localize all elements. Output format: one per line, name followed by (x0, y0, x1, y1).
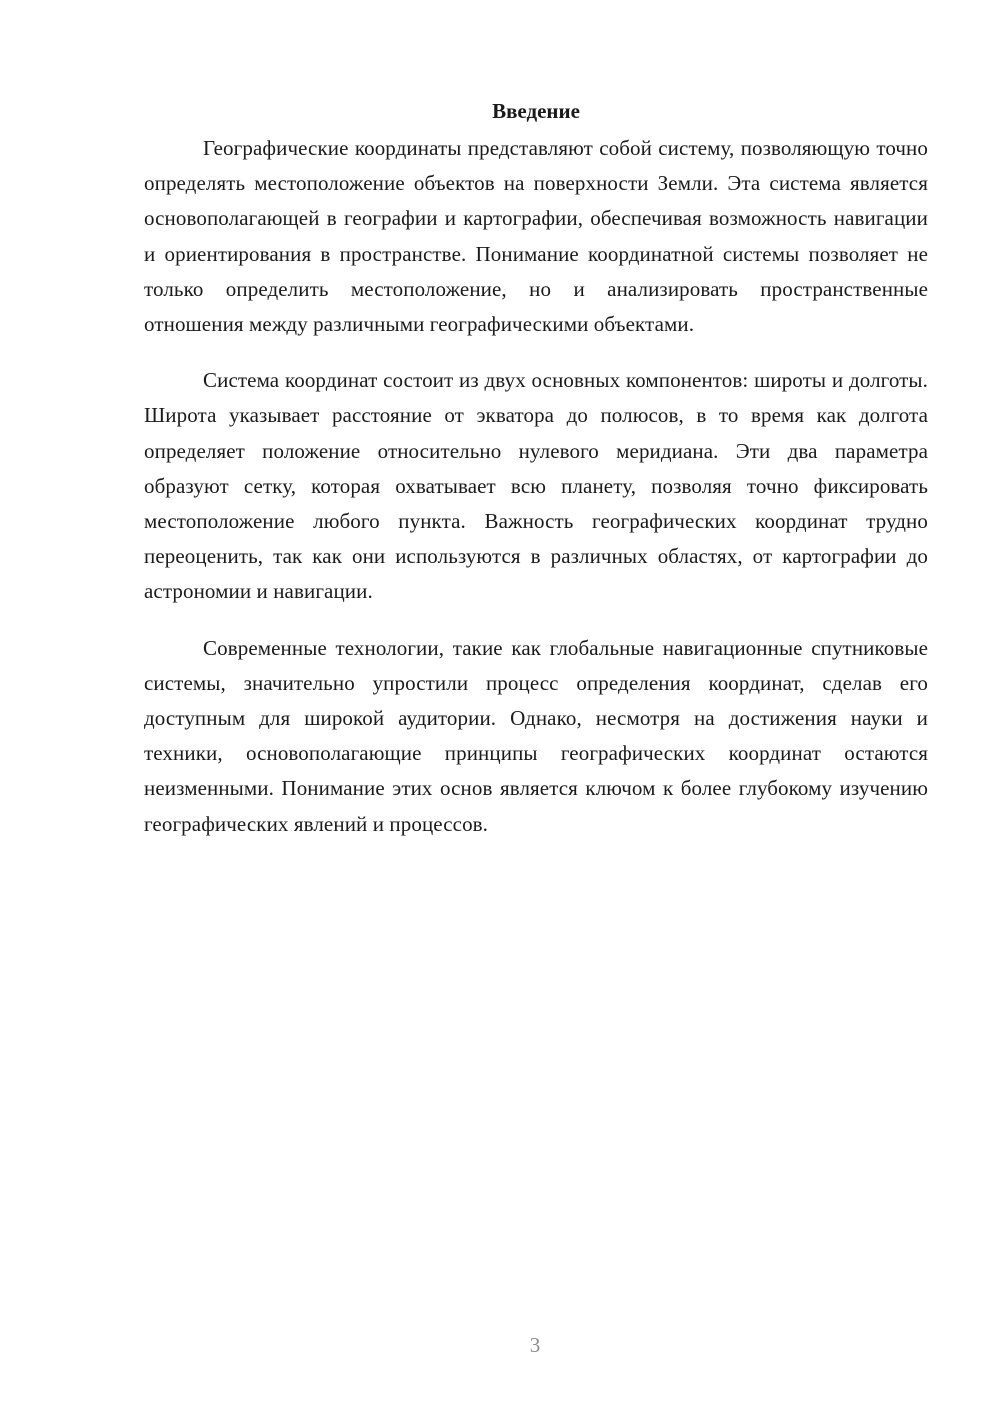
paragraph-3: Современные технологии, такие как глобальные навигационные спутниковые системы, значительно упростили процесс определения координат, сделав его доступным для широкой аудитории. Однако, несмотря на достижения науки и техники, основополагающие принципы географических координат остаются неизменными. Понимание этих основ является ключом к более глубокому изучению географических явлений и процессов. (144, 635, 928, 836)
page-number: 3 (529, 1333, 541, 1357)
paragraph-1: Географические координаты представляют собой систему, позволяющую точно определять местоположение объектов на поверхности Земли. Эта система является основополагающей в географии и картографии, обеспечивая возможность навигации и ориентирования в пространстве. Понимание координатной системы позволяет не только определить местоположение, но и анализировать пространственные отношения между различными географическими объектами. (144, 136, 928, 337)
section-title: Введение (492, 99, 580, 123)
page-content (144, 96, 928, 863)
paragraph-2: Система координат состоит из двух основных компонентов: широты и долготы. Широта указывает расстояние от экватора до полюсов, в то время как долгота определяет положение относительно нулевого меридиана. Эти два параметра образуют сетку, которая охватывает всю планету, позволяя точно фиксировать местоположение любого пункта. Важность географических координат трудно переоценить, так как они используются в различных областях, от картографии до астрономии и навигации. (144, 368, 928, 604)
